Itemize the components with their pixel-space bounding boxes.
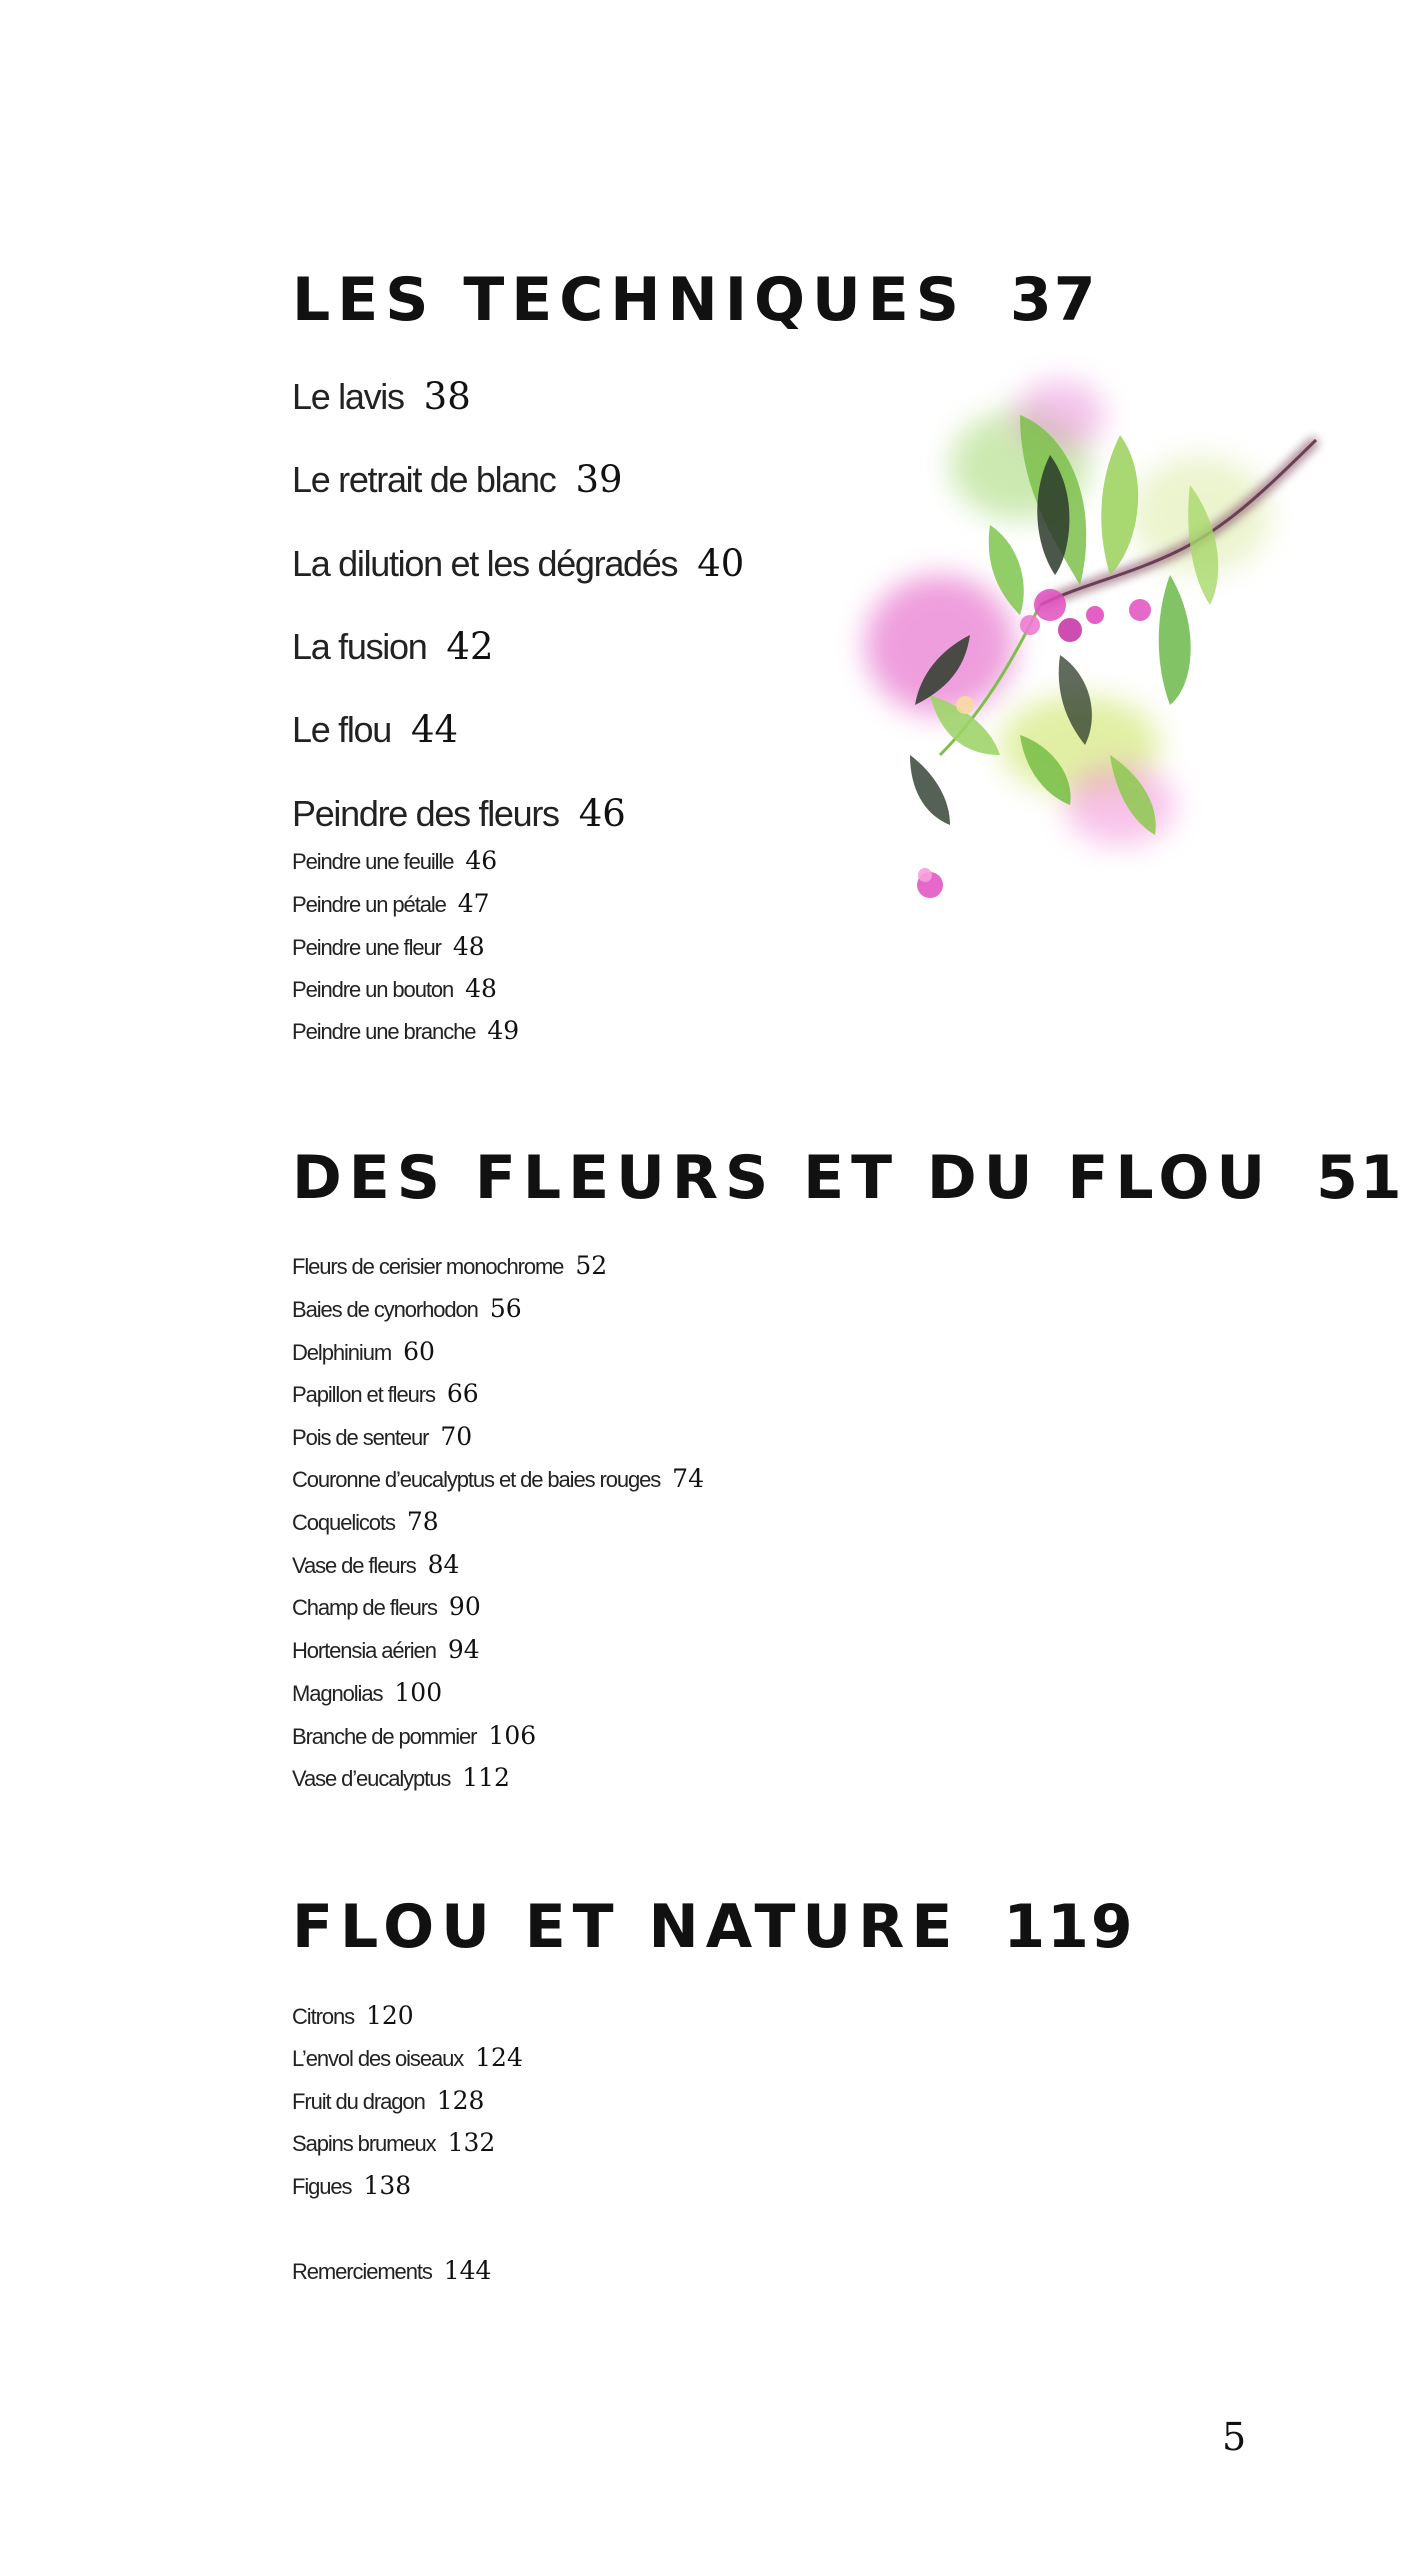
entry-page-number: 128 xyxy=(436,2086,485,2115)
entry-label: Fruit du dragon xyxy=(292,2089,425,2114)
toc-section-techniques xyxy=(292,265,1098,335)
entry-label: Sapins brumeux xyxy=(292,2131,436,2156)
entry-page-number: 52 xyxy=(575,1251,608,1280)
entry-label: Peindre des fleurs xyxy=(292,793,559,834)
toc-entry[interactable] xyxy=(292,1680,442,1705)
entry-page-number: 74 xyxy=(672,1464,704,1493)
toc-entry[interactable] xyxy=(292,2003,414,2028)
toc-subentry[interactable] xyxy=(292,891,490,916)
entry-page-number: 120 xyxy=(366,2001,414,2030)
section-title: FLOU ET NATURE xyxy=(292,1892,960,1962)
entry-label: Le lavis xyxy=(292,376,404,417)
entry-page-number: 66 xyxy=(446,1379,479,1408)
entry-label: Peindre un pétale xyxy=(292,892,446,917)
toc-entry[interactable] xyxy=(292,542,745,585)
entry-page-number: 112 xyxy=(462,1763,510,1792)
toc-entry[interactable] xyxy=(292,1381,479,1406)
entry-label: Coquelicots xyxy=(292,1510,395,1535)
entry-label: Champ de fleurs xyxy=(292,1595,437,1620)
entry-label: L’envol des oiseaux xyxy=(292,2046,464,2071)
toc-entry[interactable] xyxy=(292,1723,536,1748)
entry-page-number: 40 xyxy=(697,542,745,585)
toc-entry[interactable] xyxy=(292,792,626,835)
toc-section-flou-nature xyxy=(292,1892,1135,1962)
entry-label: Hortensia aérien xyxy=(292,1638,436,1663)
section-heading xyxy=(292,1892,1135,1962)
entry-label: Baies de cynorhodon xyxy=(292,1297,478,1322)
entry-page-number: 144 xyxy=(443,2256,492,2285)
toc-entry[interactable] xyxy=(292,1466,704,1491)
toc-section-fleurs-flou xyxy=(292,1143,1404,1213)
entry-label: La dilution et les dégradés xyxy=(292,543,678,584)
section-page-number: 119 xyxy=(1003,1892,1135,1962)
entry-label: Branche de pommier xyxy=(292,1724,477,1749)
entry-label: Pois de senteur xyxy=(292,1425,429,1450)
toc-entry[interactable] xyxy=(292,2130,495,2155)
entry-page-number: 44 xyxy=(411,708,459,751)
entry-label: Vase d’eucalyptus xyxy=(292,1766,451,1791)
entry-page-number: 38 xyxy=(423,375,471,418)
section-page-number: 51 xyxy=(1316,1143,1404,1213)
section-title: LES TECHNIQUES xyxy=(292,265,966,335)
entry-page-number: 42 xyxy=(446,625,494,668)
toc-entry[interactable] xyxy=(292,1552,459,1577)
entry-label: Citrons xyxy=(292,2004,354,2029)
toc-entry[interactable] xyxy=(292,1594,481,1619)
toc-entry[interactable] xyxy=(292,625,494,668)
page-number: 5 xyxy=(1222,2415,1247,2459)
toc-entry[interactable] xyxy=(292,2045,523,2070)
entry-label: Peindre une branche xyxy=(292,1019,476,1044)
section-heading xyxy=(292,265,1098,335)
toc-entry-acknowledgements[interactable] xyxy=(292,2258,491,2283)
toc-entry[interactable] xyxy=(292,1765,510,1790)
watercolor-flower-branch-illustration xyxy=(870,375,1316,945)
entry-page-number: 138 xyxy=(363,2171,412,2200)
toc-entry[interactable] xyxy=(292,2088,484,2113)
section-page-number: 37 xyxy=(1009,265,1098,335)
entry-label: Le retrait de blanc xyxy=(292,459,556,500)
toc-subentry[interactable] xyxy=(292,1018,519,1043)
entry-label: Remerciements xyxy=(292,2259,432,2284)
entry-page-number: 39 xyxy=(575,458,623,501)
entry-label: Fleurs de cerisier monochrome xyxy=(292,1254,564,1279)
entry-page-number: 49 xyxy=(487,1016,520,1045)
entry-page-number: 70 xyxy=(440,1422,473,1451)
entry-label: Figues xyxy=(292,2174,352,2199)
entry-page-number: 60 xyxy=(403,1337,435,1366)
entry-label: Peindre une feuille xyxy=(292,849,454,874)
toc-entry[interactable] xyxy=(292,1296,522,1321)
entry-label: Le flou xyxy=(292,709,391,750)
entry-page-number: 106 xyxy=(488,1721,537,1750)
entry-page-number: 84 xyxy=(427,1550,460,1579)
entry-label: Couronne d’eucalyptus et de baies rouges xyxy=(292,1467,661,1492)
toc-subentry[interactable] xyxy=(292,976,497,1001)
toc-entry[interactable] xyxy=(292,375,471,418)
entry-label: Magnolias xyxy=(292,1681,383,1706)
entry-page-number: 46 xyxy=(578,792,626,835)
entry-page-number: 90 xyxy=(448,1592,481,1621)
entry-label: Vase de fleurs xyxy=(292,1553,416,1578)
toc-subentry[interactable] xyxy=(292,934,485,959)
entry-label: Peindre une fleur xyxy=(292,935,441,960)
entry-page-number: 100 xyxy=(394,1678,443,1707)
toc-entry[interactable] xyxy=(292,1253,607,1278)
entry-page-number: 48 xyxy=(465,974,497,1003)
toc-entry[interactable] xyxy=(292,1637,480,1662)
entry-page-number: 56 xyxy=(489,1294,522,1323)
entry-label: La fusion xyxy=(292,626,427,667)
toc-entry[interactable] xyxy=(292,1509,439,1534)
entry-page-number: 46 xyxy=(465,846,498,875)
entry-page-number: 132 xyxy=(447,2128,496,2157)
toc-entry[interactable] xyxy=(292,1424,472,1449)
entry-page-number: 47 xyxy=(457,889,490,918)
toc-entry[interactable] xyxy=(292,708,459,751)
toc-entry[interactable] xyxy=(292,2173,411,2198)
entry-label: Delphinium xyxy=(292,1340,392,1365)
toc-entry[interactable] xyxy=(292,1339,435,1364)
entry-label: Papillon et fleurs xyxy=(292,1382,435,1407)
entry-page-number: 78 xyxy=(406,1507,439,1536)
toc-subentry[interactable] xyxy=(292,848,497,873)
toc-entry[interactable] xyxy=(292,458,623,501)
entry-page-number: 124 xyxy=(475,2043,523,2072)
section-title: DES FLEURS ET DU FLOU xyxy=(292,1143,1273,1213)
entry-label: Peindre un bouton xyxy=(292,977,454,1002)
section-heading xyxy=(292,1143,1404,1213)
entry-page-number: 48 xyxy=(452,932,485,961)
entry-page-number: 94 xyxy=(447,1635,480,1664)
